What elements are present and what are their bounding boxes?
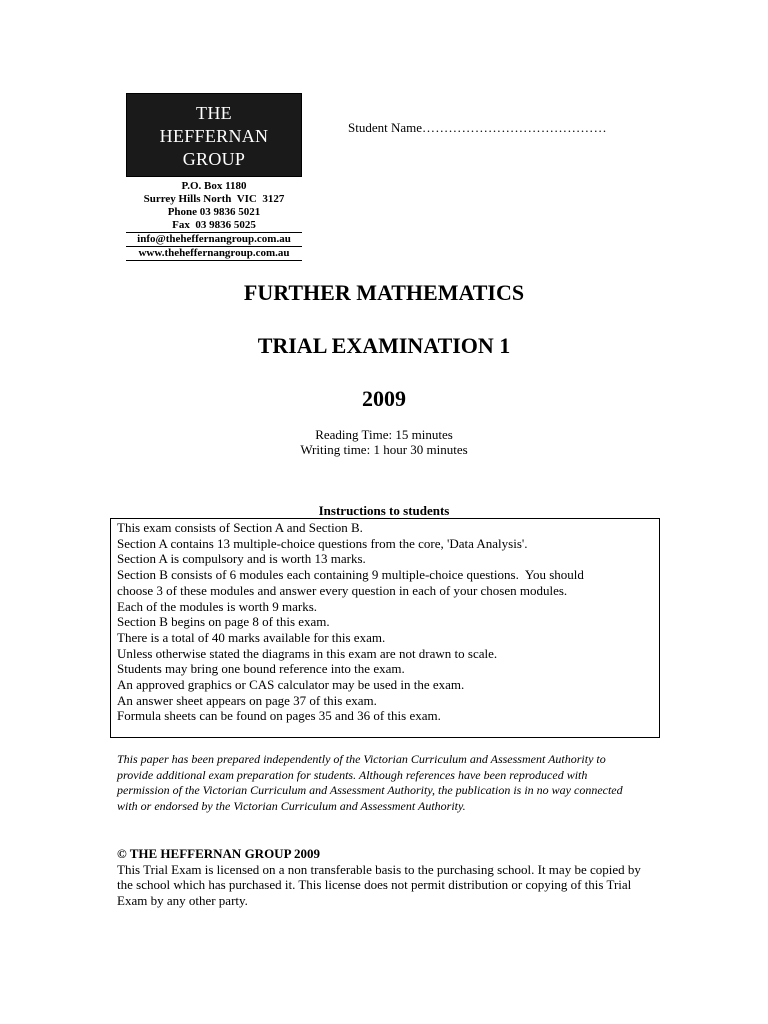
instructions-box [110, 518, 660, 738]
phone: Phone 03 9836 5021 [167, 206, 261, 218]
logo-line: GROUP [182, 149, 246, 169]
writing-time: Writing time: 1 hour 30 minutes [300, 442, 468, 457]
fax: Fax 03 9836 5025 [172, 219, 256, 231]
instruction-line: This exam consists of Section A and Section B. [117, 520, 363, 535]
instructions-heading: Instructions to students [318, 503, 450, 518]
instruction-line: Each of the modules is worth 9 marks. [117, 598, 318, 614]
instruction-line: An answer sheet appears on page 37 of this exam. [117, 692, 377, 708]
instruction-line: Students may bring one bound reference into the exam. [117, 661, 405, 677]
exam-times [0, 427, 768, 457]
po-box: P.O. Box 1180 [181, 180, 247, 192]
website-link[interactable]: www.theheffernangroup.com.au [126, 246, 302, 261]
instruction-line: choose 3 of these modules and answer every question in each of your chosen modules. [117, 582, 568, 598]
subject-title: FURTHER MATHEMATICS [243, 280, 525, 305]
instruction-line: Section A contains 13 multiple-choice questions from the core, 'Data Analysis'. [117, 535, 528, 551]
instruction-line: Formula sheets can be found on pages 35 and 36 of this exam. [117, 708, 441, 724]
instruction-line: An approved graphics or CAS calculator may be used in the exam. [117, 677, 465, 693]
exam-title: TRIAL EXAMINATION 1 [257, 333, 511, 358]
exam-year: 2009 [362, 386, 406, 411]
instruction-line: There is a total of 40 marks available for this exam. [117, 629, 386, 645]
logo-line: HEFFERNAN [159, 126, 269, 146]
email-link[interactable]: info@theheffernangroup.com.au [126, 232, 302, 246]
copyright-section [117, 846, 647, 908]
student-name-dots: …………………………………… [422, 120, 607, 135]
contact-details [126, 180, 302, 261]
copyright-text: This Trial Exam is licensed on a non transferable basis to the purchasing school. It may be copied by the school which has purchased it. This license does not permit distribution or copying of this Trial Exam by any other party. [117, 861, 641, 908]
student-name-label: Student Name [348, 120, 423, 135]
logo-line: THE [196, 103, 232, 123]
suburb: Surrey Hills North VIC 3127 [143, 193, 285, 205]
logo [126, 93, 302, 177]
disclaimer: This paper has been prepared independently of the Victorian Curriculum and Assessment Authority to provide additional exam preparation for students. Although references have been reproduced with permission of the Victorian Curriculum and Assessment Authority, the publication is in no way connected with or endorsed by the Victorian Curriculum and Assessment Authority. [117, 752, 623, 813]
instruction-line: Unless otherwise stated the diagrams in this exam are not drawn to scale. [117, 645, 498, 661]
instruction-line: Section B begins on page 8 of this exam. [117, 614, 330, 630]
instruction-line: Section B consists of 6 modules each containing 9 multiple-choice questions. You should [117, 567, 584, 583]
copyright-heading: © THE HEFFERNAN GROUP 2009 [117, 846, 321, 861]
reading-time: Reading Time: 15 minutes [315, 427, 453, 442]
student-name-field[interactable] [348, 120, 607, 136]
instruction-line: Section A is compulsory and is worth 13 marks. [117, 551, 366, 567]
